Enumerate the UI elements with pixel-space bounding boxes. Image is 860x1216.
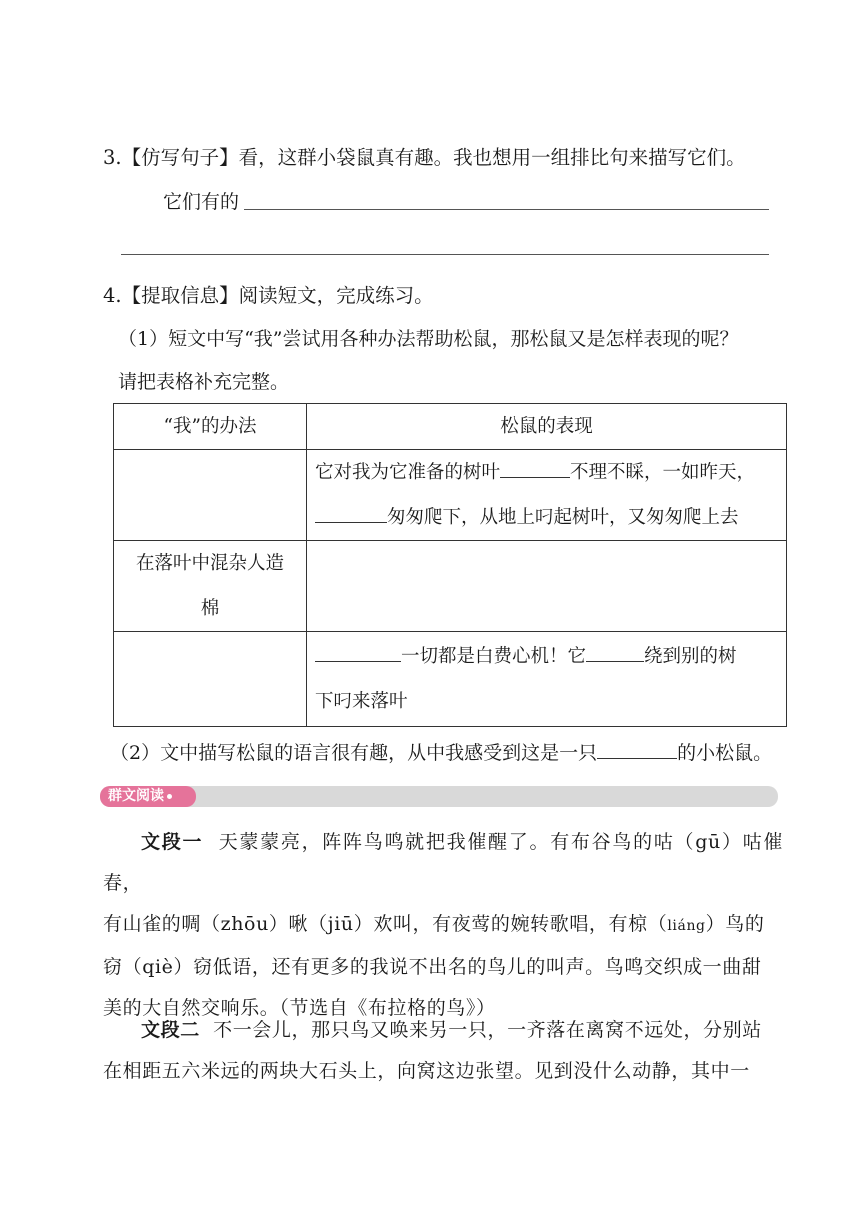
table-cell [114, 541, 307, 632]
fill-blank[interactable] [586, 643, 644, 662]
question-3: 3.【仿写句子】看，这群小袋鼠真有趣。我也想用一组排比句来描写它们。 [103, 146, 746, 169]
fill-blank[interactable] [597, 740, 677, 759]
cell-text: 不理不睬，一如昨天， [570, 462, 756, 483]
passage-label: 文段一 [141, 831, 204, 853]
question-4-sub2 [110, 740, 772, 766]
fill-blank[interactable] [315, 643, 401, 662]
passage-text: 窃（qiè）窃低语，还有更多的我说不出名的鸟儿的叫声。鸟鸣交织成一曲甜 [103, 956, 762, 978]
table-header: “我”的办法 [114, 404, 307, 450]
question-3-prompt: 它们有的 [163, 191, 240, 213]
passage-text: ）鸟的 [705, 913, 765, 935]
passage-text: 美的大自然交响乐。（节选自《布拉格的鸟》） [103, 997, 496, 1019]
passage-text: 天蒙蒙亮，阵阵鸟鸣就把我催醒了。有布谷鸟的咕（gū）咕催春， [103, 831, 784, 894]
pinyin: liáng [667, 918, 706, 934]
fill-blank[interactable] [500, 459, 570, 478]
cell-text: 在落叶中混杂人造 [135, 553, 284, 574]
dot-icon [167, 794, 172, 799]
passage-text: 不一会儿，那只鸟又唤来另一只，一齐落在离窝不远处，分别站 [213, 1019, 762, 1041]
section-banner [100, 786, 778, 807]
question-4-sub1: （1）短文中写“我”尝试用各种办法帮助松鼠，那松鼠又是怎样表现的呢？ [118, 328, 739, 350]
passage-2 [103, 1010, 783, 1092]
table-cell-blank[interactable] [307, 541, 787, 632]
cell-text: 绕到别的树 [644, 646, 737, 667]
sub2-text: 的小松鼠。 [677, 742, 773, 764]
passage-text: 有山雀的啁（zhōu）啾（jiū）欢叫，有夜莺的婉转歌唱，有椋（ [103, 913, 668, 935]
answer-line[interactable] [244, 209, 769, 210]
section-tag [100, 786, 196, 807]
table-cell [307, 632, 787, 727]
table-cell-blank[interactable] [114, 632, 307, 727]
cell-text: 匆匆爬下，从地上叼起树叶，又匆匆爬上去 [387, 507, 739, 528]
table-cell [307, 450, 787, 541]
table-header: 松鼠的表现 [307, 404, 787, 450]
cell-text: 一切都是白费心机！它 [401, 646, 587, 667]
fill-blank[interactable] [315, 504, 387, 523]
cell-text: 它对我为它准备的树叶 [315, 462, 501, 483]
answer-line[interactable] [121, 254, 769, 255]
passage-label: 文段二 [141, 1019, 200, 1041]
answer-table [113, 403, 787, 727]
sub2-text: （2）文中描写松鼠的语言很有趣，从中我感受到这是一只 [110, 742, 598, 764]
passage-1 [103, 822, 783, 1029]
question-4-heading: 4.【提取信息】阅读短文，完成练习。 [103, 284, 434, 307]
cell-text: 下叼来落叶 [315, 691, 408, 712]
section-tag-label: 群文阅读 [108, 788, 164, 804]
question-4-sub1-cont: 请把表格补充完整。 [118, 371, 290, 393]
cell-text: 棉 [200, 598, 220, 619]
passage-text: 在相距五六米远的两块大石头上，向窝这边张望。见到没什么动静，其中一 [103, 1060, 750, 1082]
table-cell-blank[interactable] [114, 450, 307, 541]
